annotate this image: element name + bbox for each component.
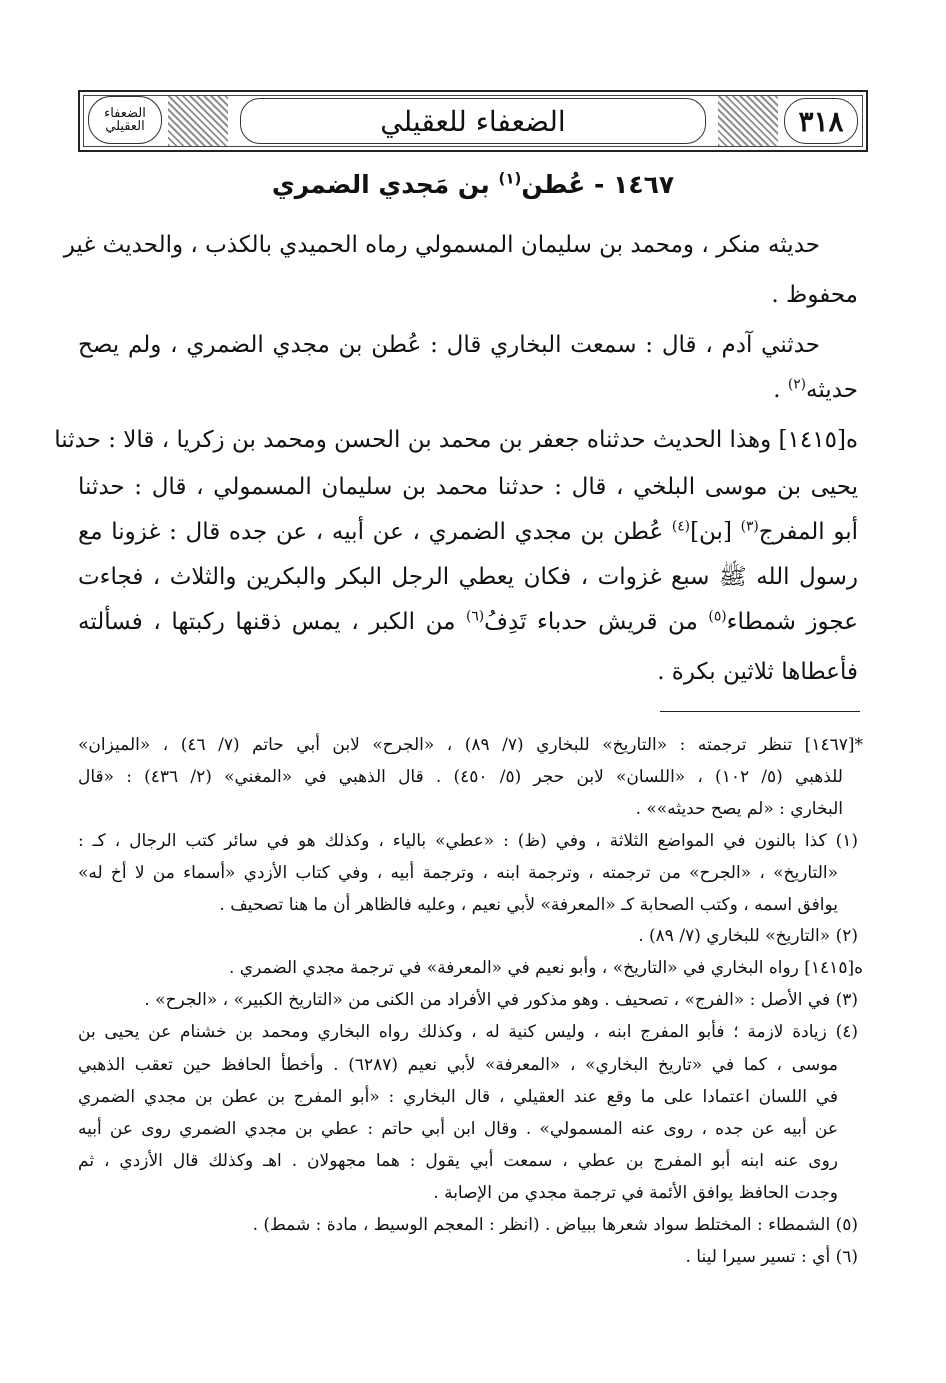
footnote-line: (٣) في الأصل : «الفرج» ، تصحيف . وهو مذكور في الأفراد من الكنى من «التاريخ الكبير» ، «الجرح» . bbox=[144, 990, 858, 1010]
footnote-line: يوافق اسمه ، وكتب الصحابة كـ «المعرفة» لأبي نعيم ، وعليه فالظاهر أن ما هنا تصحيف . bbox=[219, 895, 838, 915]
footnote-reference: (٦) bbox=[465, 608, 485, 625]
book-title: الضعفاء للعقيلي bbox=[240, 98, 706, 144]
text-line: محفوظ . bbox=[771, 282, 858, 308]
book-logo: الضعفاء العقيلي bbox=[88, 96, 162, 144]
footnote-line: وجدت الحافظ يوافق الأئمة في ترجمة مجدي من الإصابة . bbox=[433, 1183, 838, 1203]
text-line: رسول الله ﷺ سبع غزوات ، فكان يعطي الرجل البكر والبكرين والثلاث ، فجاءت bbox=[78, 564, 858, 590]
footnote-line: عن أبيه عن جده ، روى عنه المسمولي» . وقال ابن أبي حاتم : عطي بن مجدي الضمري روى عن أبيه bbox=[78, 1119, 838, 1139]
footnote-line: (١) كذا بالنون في المواضع الثلاثة ، وفي (ظ) : «عطي» بالياء ، وكذلك هو في سائر كتب الرجال ، كـ : bbox=[78, 831, 858, 851]
footnote-line: «التاريخ» ، «الجرح» من ترجمته ، وترجمة ابنه ، وترجمة أبيه ، وفي كتاب الأزدي «أسماء من لا أخ له» bbox=[78, 863, 838, 883]
footnote-reference: (١) bbox=[498, 169, 522, 188]
ornament-left bbox=[168, 96, 228, 146]
footnote-reference: (٥) bbox=[708, 608, 727, 625]
running-header bbox=[78, 90, 868, 152]
footnote-line: (٥) الشمطاء : المختلط سواد شعرها ببياض . (انظر : المعجم الوسيط ، مادة : شمط) . bbox=[252, 1215, 858, 1235]
footnote-line: (٦) أي : تسير سيرا لينا . bbox=[685, 1247, 858, 1267]
page-number: ٣١٨ bbox=[784, 98, 858, 144]
footnote-line: في اللسان اعتمادا على ما وقع عند العقيلي ، قال البخاري : «أبو المفرج بن عطن بن مجدي الضمري bbox=[78, 1087, 838, 1107]
text-line: عجوز شمطاء$^{(٥)}$ من قريش حدباء تَدِفُ$^{(٦)}$ من الكبر ، يمس ذقنها ركبتها ، فسألته bbox=[78, 608, 858, 635]
footnote-line: (٤) زيادة لازمة ؛ فأبو المفرج ابنه ، وليس كنية له ، وكذلك رواه البخاري ومحمد بن خشنام عن يحيى بن bbox=[78, 1022, 858, 1042]
footnote-reference: (٣) bbox=[740, 518, 759, 535]
footnote-reference: (٢) bbox=[787, 376, 807, 393]
text-line: فأعطاها ثلاثين بكرة . bbox=[657, 659, 858, 685]
footnote-line: روى عنه ابنه أبو المفرج بن عطي ، سمعت أبي يقول : هما مجهولان . اهـ وكذلك قال الأزدي ، ثم bbox=[78, 1151, 838, 1171]
text-line: حديثه منكر ، ومحمد بن سليمان المسمولي رماه الحميدي بالكذب ، والحديث غير bbox=[63, 232, 820, 258]
ornament-right bbox=[718, 96, 778, 146]
footnote-separator bbox=[660, 711, 860, 712]
text-line: يحيى بن موسى البلخي ، قال : حدثنا محمد بن سليمان المسمولي ، قال : حدثنا bbox=[78, 474, 858, 500]
footnote-line: موسى ، كما في «تاريخ البخاري» ، «المعرفة» لأبي نعيم (٦٢٨٧) . وأخطأ الحافظ حين تعقب الذهبي bbox=[78, 1055, 838, 1075]
footnote-line: *[١٤٦٧] تنظر ترجمته : «التاريخ» للبخاري (٧/ ٨٩) ، «الجرح» لابن أبي حاتم (٧/ ٤٦) ، «الميزان» bbox=[78, 735, 863, 755]
footnote-line: للذهبي (٥/ ١٠٢) ، «اللسان» لابن حجر (٥/ ٤٥٠) . قال الذهبي في «المغني» (٢/ ٤٣٦) : «قال bbox=[78, 767, 843, 787]
text-line: حديثه$^{(٢)}$ . bbox=[773, 376, 858, 403]
entry-title: ١٤٦٧ - عُطن$^{(١)}$ بن مَجدي الضمري bbox=[271, 169, 675, 199]
text-line: أبو المفرج$^{(٣)}$ [بن]$^{(٤)}$ عُطن بن مجدي الضمري ، عن أبيه ، عن جده قال : غزونا مع bbox=[78, 518, 859, 545]
footnote-line: ه[١٤١٥] رواه البخاري في «التاريخ» ، وأبو نعيم في «المعرفة» في ترجمة مجدي الضمري . bbox=[228, 958, 863, 978]
footnote-reference: (٤) bbox=[671, 518, 691, 535]
footnote-line: (٢) «التاريخ» للبخاري (٧/ ٨٩) . bbox=[638, 926, 858, 946]
text-line: ه[١٤١٥] وهذا الحديث حدثناه جعفر بن محمد بن الحسن ومحمد بن زكريا ، قالا : حدثنا bbox=[54, 427, 858, 453]
footnote-line: البخاري : «لم يصح حديثه»» . bbox=[635, 799, 843, 819]
text-line: حدثني آدم ، قال : سمعت البخاري قال : عُطن بن مجدي الضمري ، ولم يصح bbox=[78, 332, 820, 358]
